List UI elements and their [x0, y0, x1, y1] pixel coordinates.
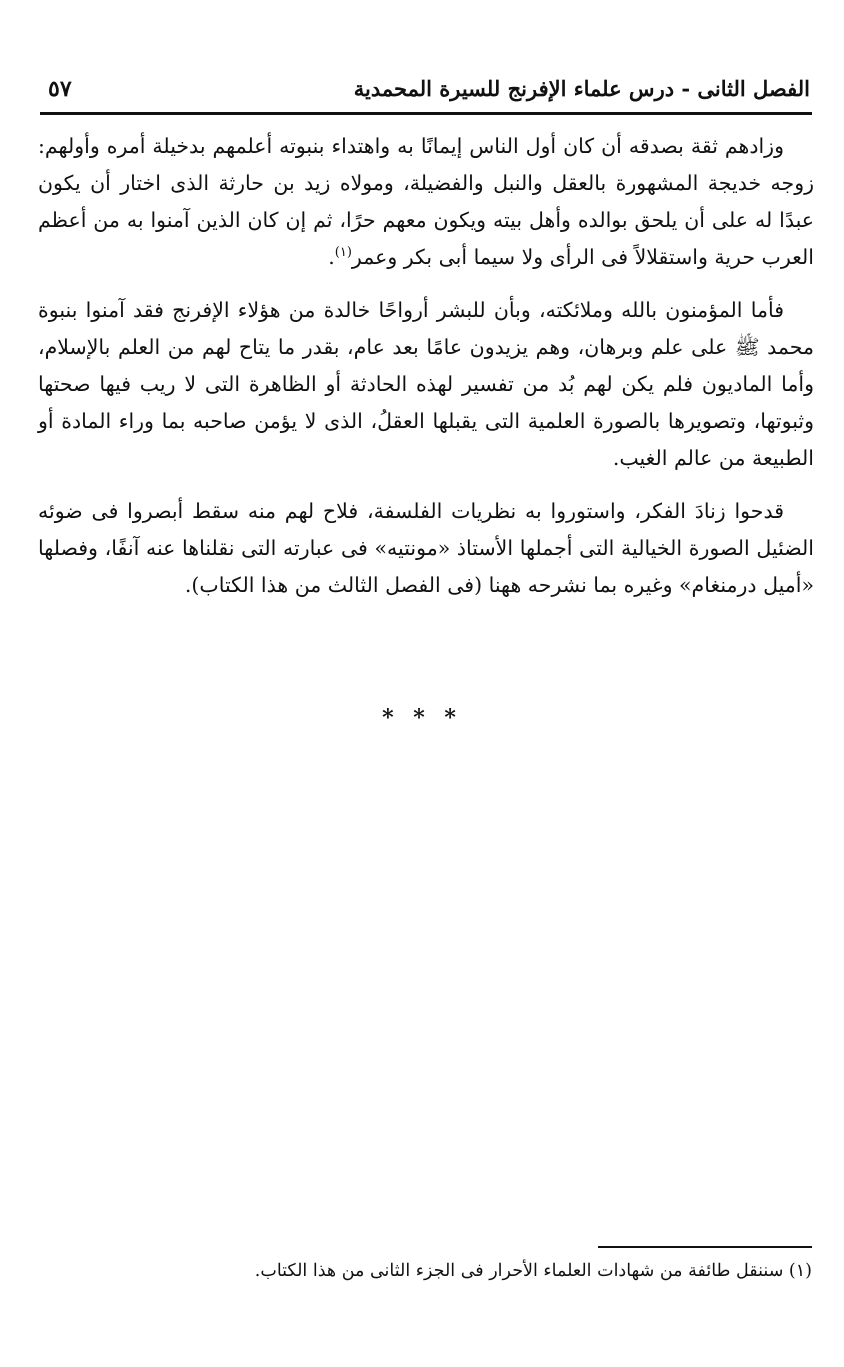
chapter-title: الفصل الثانى - درس علماء الإفرنج للسيرة المحمدية — [353, 76, 810, 101]
paragraph-2: فأما المؤمنون بالله وملائكته، وبأن للبشر أرواحًا خالدة من هؤلاء الإفرنج فقد آمنوا بنبوة محمد ﷺ على علم وبرهان، وهم يزيدون عامًا بعد عام، بقدر ما يتاح لهم من العلم بالإسلام، وأما الماديون فلم يكن لهم بُد من تفسير لهذه الحادثة أو الظاهرة التى لا ريب فيها صحتها وثبوتها، وتصويرها بالصورة العلمية التى يقبلها العقلُ، الذى لا يؤمن صاحبه بما وراء المادة أو الطبيعة من عالم الغيب. — [38, 298, 814, 470]
footnote: (١) سننقل طائفة من شهادات العلماء الأحرار فى الجزء الثانى من هذا الكتاب. — [254, 1261, 812, 1281]
header-divider — [40, 112, 812, 115]
page-number: ٥٧ — [48, 76, 72, 102]
section-separator: * * * — [382, 705, 462, 731]
paragraph-3: قدحوا زنادَ الفكر، واستوروا به نظريات الفلسفة، فلاح لهم منه سقط أبصروا فى ضوئه الضئيل الصورة الخيالية التى أجملها الأستاذ «مونتيه» فى عبارته التى نقلناها عنه آنفًا، وفصلها «أميل درمنغام» وغيره بما نشرحه ههنا (فى الفصل الثالث من هذا الكتاب). — [38, 499, 814, 597]
paragraph-1-tail: . — [328, 245, 335, 269]
main-text — [38, 128, 814, 620]
paragraph-1 — [38, 128, 814, 276]
footnote-reference: (١) — [334, 245, 352, 261]
footnote-divider — [598, 1246, 812, 1248]
running-header — [40, 70, 810, 116]
paragraph-1-text: وزادهم ثقة بصدقه أن كان أول الناس إيمانًا به واهتداء بنبوته أعلمهم بدخيلة أمره وأولهم: زوجه خديجة المشهورة بالعقل والنبل والفضيلة، ومولاه زيد بن حارثة الذى اختار أن يكون عبدًا له على أن يلحق بوالده وأهل بيته ويكون معهم حرًا، ثم إن كان الذين آمنوا به من أعظم العرب حرية واستقلالاً فى الرأى ولا سيما أبى بكر وعمر — [38, 134, 814, 269]
